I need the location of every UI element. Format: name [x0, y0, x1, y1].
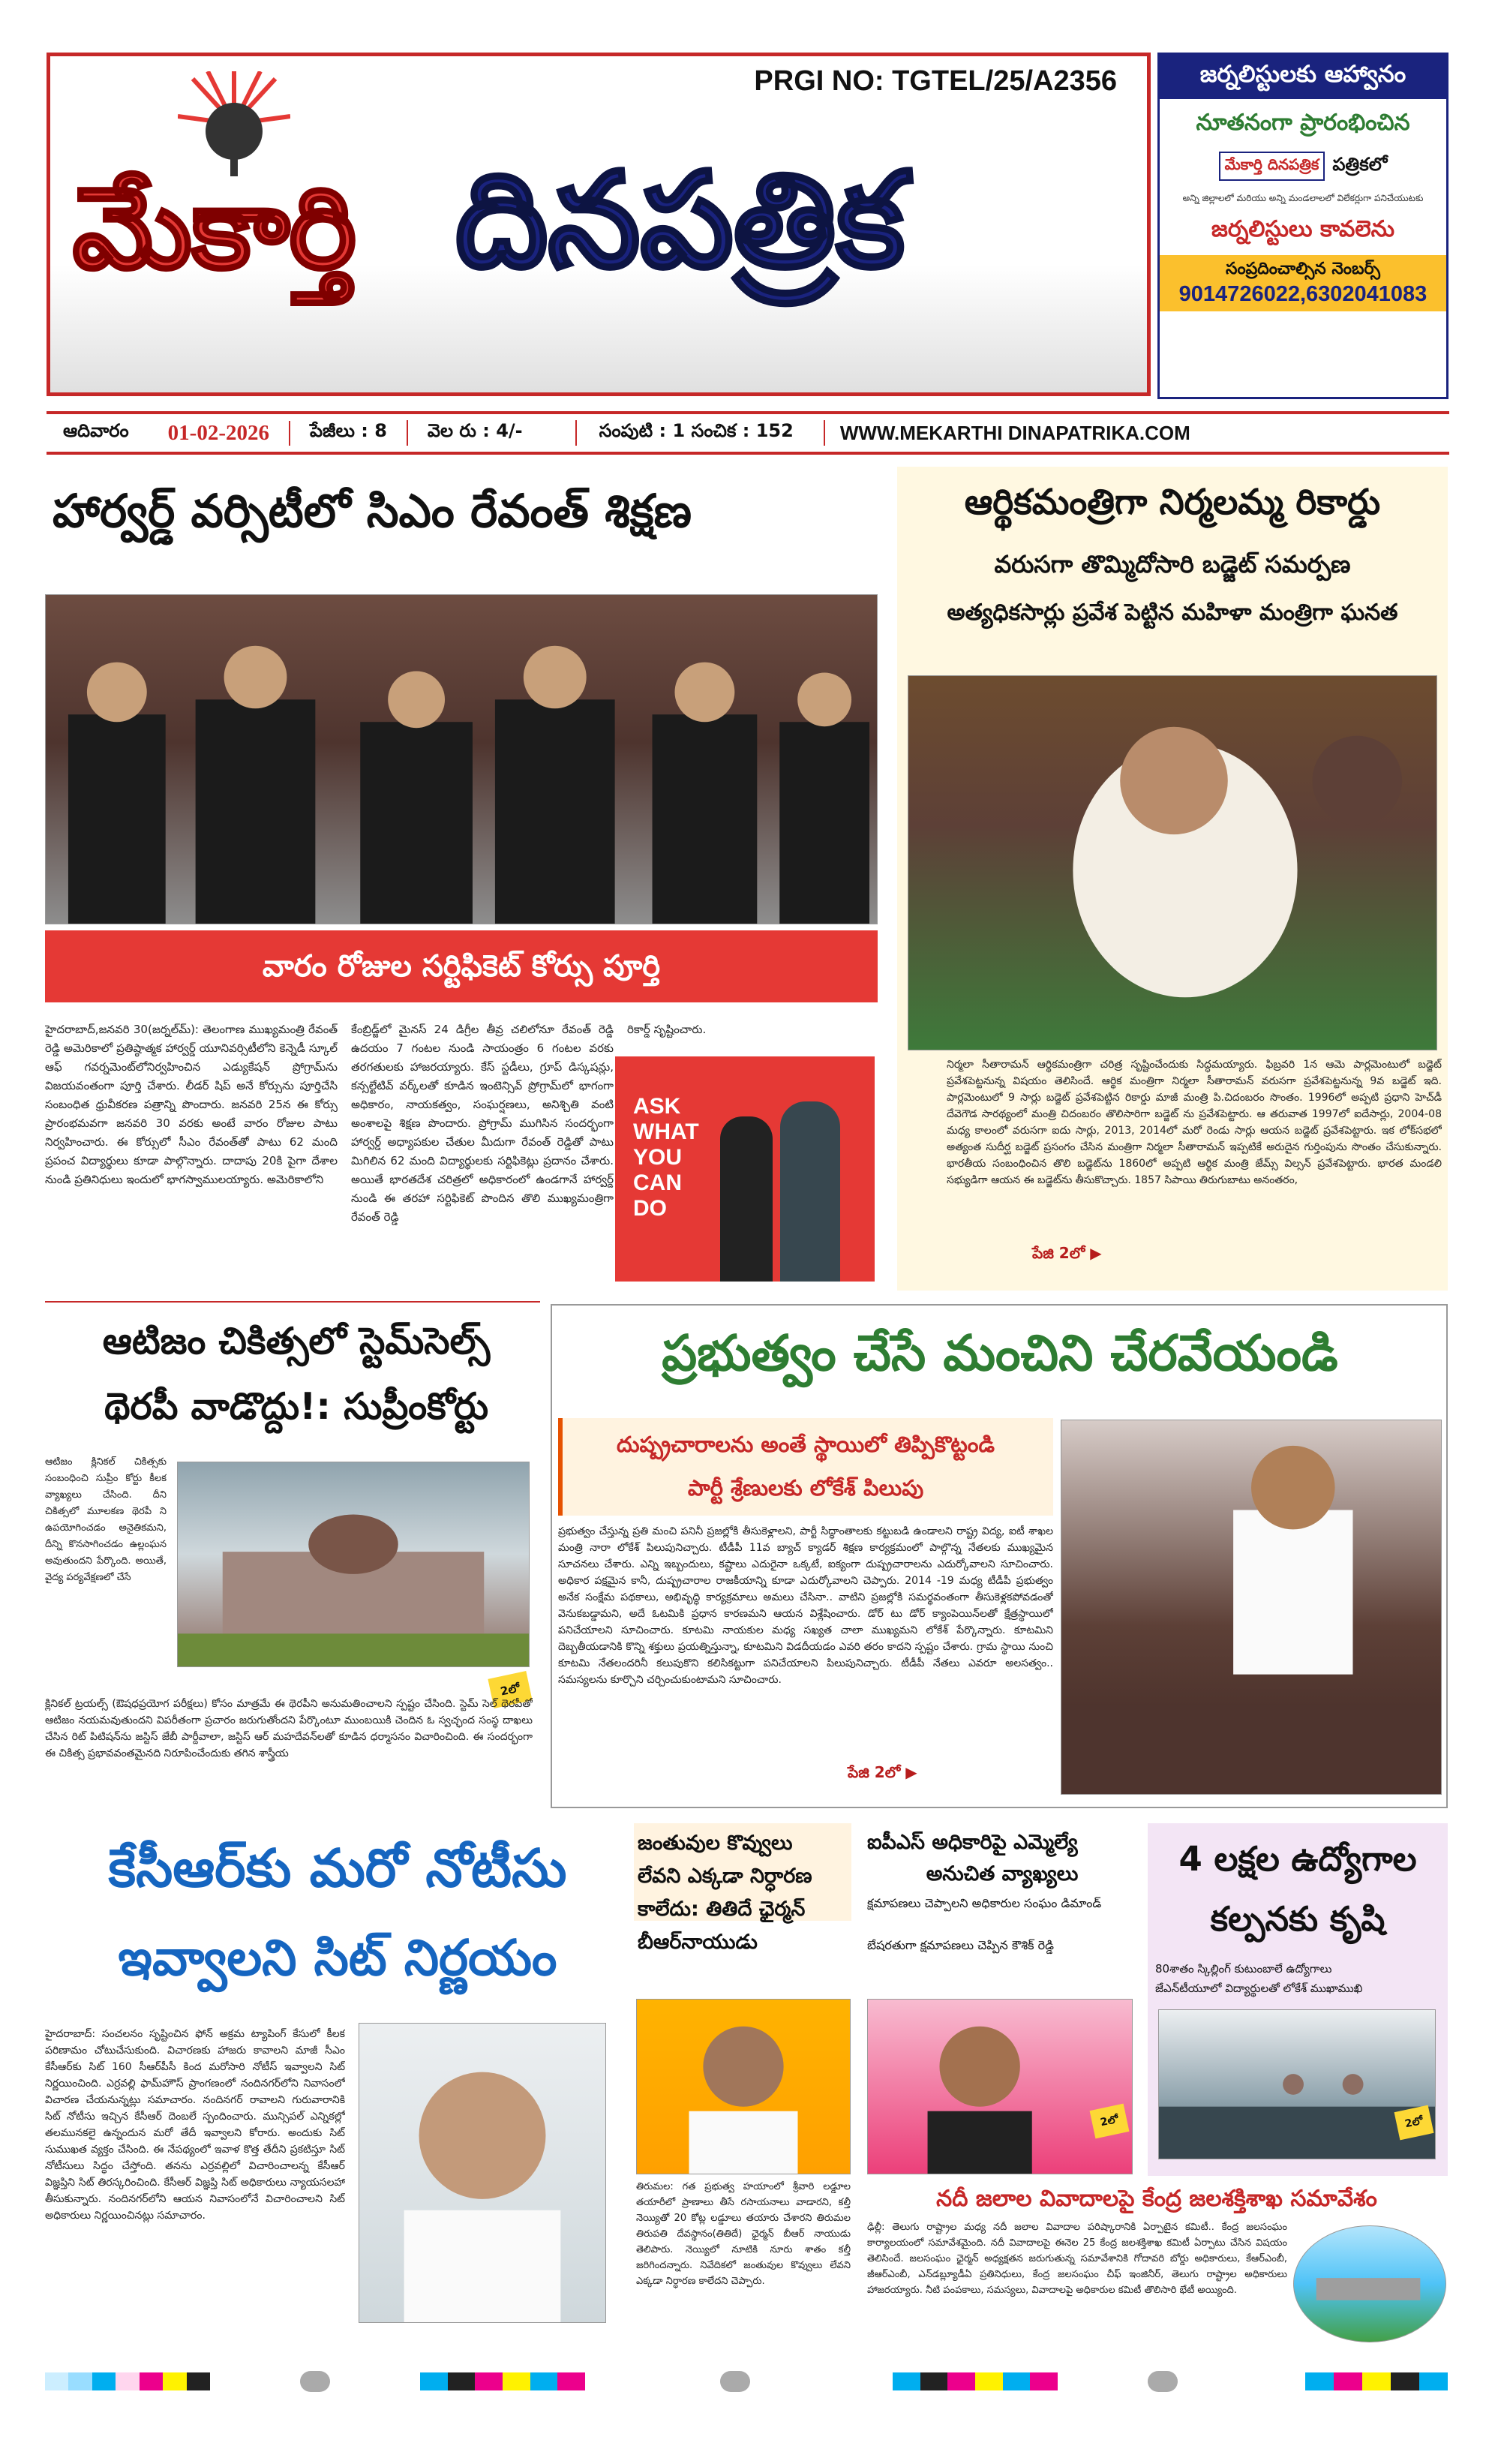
story3-supreme-court-photo — [177, 1462, 530, 1667]
story6-chairman-photo — [636, 1999, 851, 2174]
story5-body: హైదరాబాద్: సంచలనం సృష్టించిన ఫోన్ అక్రమ ట్యాపింగ్ కేసులో కీలక పరిణామం చోటుచేసుకుంది. విచారణకు హాజరు కావాలని మాజీ సీఎం కేసీఆర్‌కు సిట్ 160 సీఆర్‌పీసీ కింద మరోసారి నోటీస్ ఇవ్వాలని సిట్ నిర్ణయించింది. ఎర్రవల్లి ఫామ్‌హౌస్ ప్రాంగణంలో నందినగర్‌లోని నివాసంలో విచారణ చేయనున్నట్లు సమాచారం. నందినగర్ రావాలని గురువారానికి సిట్ నోటీసు ఇచ్చిన కేసీఆర్ దెంబలే స్పందించారు. మున్సిపల్ ఎన్నికల్లో తలమునకలై ఉన్నందున మరో తేదీ ఇవ్వాలని కోరారు. అందుకు సిట్ సుముఖత వ్యక్తం చేసింది. ఈ నేపథ్యంలో ఇవాళ కొత్త తేదీని ప్రకటిస్తూ సిట్ నోటీసులు సిద్ధం చేస్తోంది. తనను ఎర్రవల్లిలో విచారించాలన్న కేసీఆర్ విజ్ఞప్తిని సిట్ తిరస్కరించింది. కేసీఆర్ విజ్ఞప్తి సిట్ అధికారులు న్యాయసలహా తీసుకున్నారు. నందినగర్‌లోని ఆయన నివాసంలోనే విచారించాలని సిట్ అధికారులు నిర్ణయించినట్లు సమాచారం. — [45, 2028, 345, 2222]
recruitment-ad — [1157, 53, 1448, 399]
story2-subhead2: అత్యధికసార్లు ప్రవేశ పెట్టిన మహిళా మంత్రిగా ఘనత — [947, 599, 1398, 626]
story1-group-photo — [45, 594, 878, 924]
print-color-strip-right — [893, 2372, 1058, 2390]
story5-kcr-photo — [359, 2023, 606, 2323]
story3-headline1: ఆటిజం చికిత్సలో స్టెమ్‌సెల్స్ — [102, 1320, 491, 1363]
story4-lokesh-photo — [1061, 1420, 1442, 1795]
story9-headline: నదీ జలాల వివాదాలపై కేంద్ర జలశక్తిశాఖ సమావేశం — [936, 2186, 1377, 2212]
ad-line1: నూతనంగా ప్రారంభించిన — [1196, 110, 1410, 136]
print-gray-dot — [300, 2371, 330, 2392]
story2-parliament-photo — [908, 675, 1437, 1050]
dateline-price: వెల రు : 4/- — [408, 420, 577, 446]
print-color-strip-mid — [420, 2372, 585, 2390]
story5-headline2: ఇవ్వాలని సిట్ నిర్ణయం — [118, 1929, 557, 1987]
title-left: మేకార్తి — [73, 164, 356, 294]
story4-subhead2: పార్టీ శ్రేణులకు లోకేశ్ పిలుపు — [687, 1475, 924, 1501]
story1-col1: హైదరాబాద్,జనవరి 30(జర్నల్‌మ్): తెలంగాణ ముఖ్యమంత్రి రేవంత్ రెడ్డి అమెరికాలో ప్రతిష్ఠాత్మక హార్వర్డ్ యూనివర్సిటీలోని కెన్నెడీ స్కూల్ ఆఫ్ గవర్నమెంట్‌లోనిర్వహించిన ఎడ్యుకేషన్ ప్రోగ్రామ్‌ను విజయవంతంగా పూర్తి చేశారు. లీడర్ షిప్ అనే కోర్సును పూర్తిచేసి సంబంధిత ధ్రువీకరణ పత్రాన్ని పొందారు. జనవరి 25న ఈ కోర్సు ప్రారంభమవగా జనవరి 30 వరకు అంటే వారం రోజుల పాటు నిర్వహించారు. ఈ కోర్సులో సీఎం రేవంత్‌తో పాటు 62 మంది ప్రపంచ విద్యార్థులు కూడా పాల్గొన్నారు. దాదాపు 20కి పైగా దేశాల నుండి ప్రతినిధులు ఇందులో భాగస్వాములయ్యారు. అమెరికాలోని — [45, 1023, 338, 1186]
ad-line3: అన్ని జిల్లాలలో మరియు అన్ని మండలాలలో విలేకర్లుగా పనిచేయుటకు — [1182, 193, 1424, 203]
story8-headline2: కల్పనకు కృషి — [1210, 1899, 1385, 1939]
story4-subhead1: దుష్ప్రచారాలను అంతే స్థాయిలో తిప్పికొట్టండి — [617, 1432, 995, 1457]
ad-brand: మేకార్తి దినపత్రిక — [1219, 152, 1325, 181]
title-right: దినపత్రిక — [455, 145, 905, 297]
inset-figure — [780, 1101, 840, 1282]
story5-headline1: కేసీఆర్‌కు మరో నోటీసు — [108, 1837, 567, 1899]
dateline-volume: సంపుటి : 1 సంచిక : 152 — [577, 420, 825, 446]
dateline-day: ఆదివారం — [63, 420, 129, 441]
story8-subhead2: జేఎన్‌టీయూలో విద్యార్థులతో లోకేశ్ ముఖాముఖి — [1155, 1982, 1363, 1995]
story7-subhead1: క్షమాపణలు చెప్పాలని అధికారుల సంఘం డిమాండ్ — [867, 1896, 1102, 1910]
print-gray-dot — [720, 2371, 750, 2392]
print-color-strip-left — [45, 2372, 210, 2390]
ad-phone-numbers: 9014726022,6302041083 — [1178, 282, 1427, 306]
story8-headline1: 4 లక్షల ఉద్యోగాల — [1178, 1839, 1417, 1879]
dateline-pages: పేజీలు : 8 — [290, 420, 408, 446]
inset-figure — [720, 1116, 773, 1282]
story1-banner: వారం రోజుల సర్టిఫికెట్ కోర్సు పూర్తి — [45, 930, 878, 1002]
story9-dam-photo — [1293, 2225, 1446, 2342]
story8-event-photo — [1158, 2009, 1436, 2159]
print-gray-dot — [1148, 2371, 1178, 2392]
story3-badge[interactable]: 2లో — [488, 1671, 532, 1708]
story7-headline2: అనుచిత వ్యాఖ్యలు — [926, 1862, 1079, 1886]
ad-title: జర్నలిస్టులకు ఆహ్వానం — [1160, 55, 1446, 99]
story2-headline: ఆర్థికమంత్రిగా నిర్మలమ్మ రికార్డు — [964, 482, 1381, 523]
masthead — [47, 53, 1151, 396]
story4-continued[interactable]: పేజి 2లో ▶ — [848, 1763, 917, 1781]
story1-col3: రికార్డ్ సృష్టించారు. — [627, 1023, 707, 1036]
story3-body-side: ఆటిజం క్లినికల్ చికిత్సకు సంబంధించి సుప్రీం కోర్టు కీలక వ్యాఖ్యలు చేసింది. దీని చికిత్సలో మూలకణ థెరపీ ని ఉపయోగించడం అనైతికమని, దీన్ని కొనసాగించడం ఉల్లంఘన అవుతుందని పేర్కొంది. అయితే, వైద్య పర్యవేక్షణలో చేసే — [45, 1456, 167, 1583]
story8-badge[interactable]: 2లో — [1394, 2105, 1434, 2141]
story4-body: ప్రభుత్వం చేస్తున్న ప్రతి మంచి పనినీ ప్రజల్లోకి తీసుకెళ్లాలని, పార్టీ సిద్ధాంతాలకు కట్టుబడి ఉండాలని రాష్ట్ర విద్య, ఐటీ శాఖల మంత్రి నారా లోకేశ్ పిలుపునిచ్చారు. టీడీపీ 11వ బ్యాచ్ క్యాడర్ శిక్షణ కార్యక్రమంలో పాల్గొన్న నేతలకు ముఖ్యమైన సూచనలు చేశారు. ఎన్ని ఇబ్బందులు, కష్టాలు ఎదురైనా ఒక్కటే, ఐక్యంగా దుష్ప్రచారాలను ఎదుర్కోవాలని సూచించారు. అధికార పక్షమైన కానీ, దుష్ప్రచారాల రాజకీయాన్ని కూడా ఎదుర్కోవాలని చెప్పారు. 2014 -19 మధ్య టీడీపీ ప్రభుత్వం అనేక సంక్షేమ పథకాలు, అభివృద్ధి కార్యక్రమాలు అమలు చేసినా.. వాటిని ప్రజల్లోకి సమర్థవంతంగా తీసుకెళ్లకపోవడంతో వెనుకబడ్డామని, అదే ఓటమికి ప్రధాన కారణమని ఆయన విశ్లేషించారు. డోర్ టు డోర్ క్యాంపెయిన్‌లతో క్షేత్రస్థాయిలో పనిచేయాలని సూచించారు. కూటమి నాయకుల మధ్య సఖ్యత చాలా ముఖ్యమని లోకేశ్ పేర్కొన్నారు. కూటమిని దెబ్బతీయడానికి కొన్ని శక్తులు ప్రయత్నిస్తున్నా, కూటమిని విడదీయడం ఎవరి తరం కాదని స్పష్టం చేశారు. గ్రామ స్థాయి నుంచి కూటమి నేతలందరినీ కలుపుకొని కలిసికట్టుగా పనిచేయాలని పిలుపునిచ్చారు. టీడీపీ నేతలు ఎవరూ అలసత్వం.. సమస్యలను కూర్చొని చర్చించుకుంటామని సూచించారు. — [558, 1525, 1053, 1686]
story4-headline: ప్రభుత్వం చేసే మంచిని చేరవేయండి — [662, 1324, 1338, 1382]
story7-badge[interactable]: 2లో — [1090, 2104, 1130, 2139]
ad-line2-suffix: పత్రికలో — [1332, 153, 1388, 175]
story8-subhead1: 80శాతం స్కిల్లింగ్ కుటుంబాలే ఉద్యోగాలు — [1155, 1962, 1332, 1976]
dateline-website[interactable]: WWW.MEKARTHI DINAPATRIKA.COM — [839, 421, 1190, 444]
story3-body-bottom: క్లినికల్ ట్రయల్స్ (ఔషధప్రయోగ పరీక్షలు) కోసం మాత్రమే ఈ థెరపీని అనుమతించాలని స్పష్టం చేసింది. స్టెమ్ సెల్ థెరపీతో ఆటిజం నయమవుతుందని విపరీతంగా ప్రచారం జరుగుతోందని పేర్కొంటూ ముంబయికి చెందిన ఓ స్వచ్ఛంద సంస్థ దాఖలు చేసిన రిట్ పిటిషన్‌ను జస్టిస్ జేబీ పార్దీవాలా, జస్టిస్ ఆర్ మహదేవన్‌లతో కూడిన ధర్మాసనం విచారించింది. ఈ సందర్భంగా ఈ చికిత్స ప్రభావవంతమైనది నిరూపించేందుకు తగిన శాస్త్రీయ — [45, 1698, 533, 1759]
ad-brand-row — [1160, 146, 1446, 187]
story3-headline2: థెరపీ వాడొద్దు!: సుప్రీంకోర్టు — [104, 1385, 489, 1428]
story6-body: తిరుమల: గత ప్రభుత్వ హయాంలో శ్రీవారి లడ్డూల తయారీలో ప్రాణాలు తీసే రసాయనాలు వాడారని, కల్తీ నెయ్యితో 20 కోట్ల లడ్డూలు తయారు చేశారని తిరుమల తిరుపతి దేవస్థానం(తితిదే) ఛైర్మన్ బీఆర్ నాయుడు తెలిపారు. నెయ్యిలో నూటికి నూరు శాతం కల్తీ జరిగిందన్నారు. నివేదికలో జంతువుల కొవ్వులు లేవని ఎక్కడా నిర్ధారణ కాలేదని చెప్పారు. — [636, 2181, 851, 2287]
story1-headline: హార్వర్డ్ వర్సిటీలో సిఎం రేవంత్ శిక్షణ — [53, 485, 692, 538]
prgi-number: PRGI NO: TGTEL/25/A2356 — [754, 65, 1117, 97]
story7-mla-photo — [867, 1999, 1133, 2174]
dateline-bar — [47, 411, 1449, 455]
story6-headline1: జంతువుల కొవ్వులు — [638, 1831, 793, 1855]
story2-continued[interactable]: పేజి 2లో ▶ — [1032, 1244, 1102, 1262]
dateline-date: 01-02-2026 — [149, 421, 290, 446]
story6-headline4: బీఆర్‌నాయుడు — [638, 1931, 758, 1954]
story2-body: నిర్మలా సీతారామన్ ఆర్థికమంత్రిగా చరిత్ర సృష్టించేందుకు సిద్ధమయ్యారు. ఫిబ్రవరి 1న ఆమె పార్లమెంటులో బడ్జెట్ ప్రవేశపెట్టనున్న విషయం తెలిసిందే. ఆర్థిక మంత్రిగా నిర్మలా సీతారామన్ వరుసగా ప్రవేశపెట్టనున్న 9వ బడ్జెట్ ఇది. పార్లమెంటులో 9 సార్లు బడ్జెట్ ప్రవేశపెట్టిన రికార్డు మాజీ మంత్రి పి.చిదంబరం సొంతం. 1996లో అప్పటి ప్రధాని హెచ్‌డీ దేవెగౌడ సారథ్యంలో మంత్రి చిదంబరం తొలిసారిగా బడ్జెట్ ను ప్రవేశపెట్టారు. ఆ తరువాత 1997లో ఐదేసార్లు, 2004-08 మధ్య కాలంలో వరుసగా ఐదు సార్లు, 2013, 2014లో మరో రెండు సార్లు ఆయన బడ్జెట్ ప్రవేశపెట్టారు. ఇక లోక్‌సభలో అత్యంత సుదీర్ఘ బడ్జెట్ ప్రసంగం చేసిన మంత్రిగా నిర్మలా సీతారామన్ ఇప్పటికే అరుదైన గుర్తింపును సొంతం చేసుకున్నారు. భారతీయ సంబంధించిన తొలి బడ్జెట్‌ను 1860లో అప్పటి ఆర్థిక మంత్రి జేమ్స్ విల్సన్ ప్రవేశపెట్టారు. భారత మండలి సభ్యుడిగా ఆయన ఈ బడ్జెట్‌ను తీసుకొచ్చారు. 1857 సిపాయి తిరుగుబాటు అనంతరం, — [947, 1059, 1442, 1186]
story7-subhead2: బేషరతుగా క్షమాపణలు చెప్పిన కౌశిక్ రెడ్డి — [867, 1938, 1054, 1952]
story6-headline3: కాలేదు: తితిదే ఛైర్మన్ — [638, 1898, 806, 1921]
story7-headline1: ఐపీఎస్ అధికారిపై ఎమ్మెల్యే — [867, 1831, 1078, 1854]
print-color-strip-far — [1305, 2372, 1448, 2390]
story1-inset-photo — [615, 1056, 875, 1282]
ad-line4: జర్నలిస్టులు కావలెను — [1211, 216, 1395, 242]
inset-sign-text: ASK WHAT YOU CAN DO — [633, 1094, 699, 1221]
story2-subhead1: వరుసగా తొమ్మిదోసారి బడ్జెట్ సమర్పణ — [994, 550, 1351, 578]
story9-body: ఢిల్లీ: తెలుగు రాష్ట్రాల మధ్య నదీ జలాల వివాదాల పరిష్కారానికి ఏర్పాటైన కమిటీ.. కేంద్ర జలసంఘం కార్యాలయంలో సమావేశమైంది. నదీ వివాదాలపై ఈనెల 25 కేంద్ర జలశక్తిశాఖ కమిటీ ఏర్పాటు చేసిన విషయం తెలిసిందే. జలసంఘం ఛైర్మన్ అధ్యక్షతన జరుగుతున్న సమావేశానికి గోదావరి బోర్డు అధికారులు, కేఆర్ఎంబీ, జీఆర్ఎంబీ, ఎన్‌డబ్ల్యూడీఏ ప్రతినిధులు, కేంద్ర జలసంఘం చీఫ్ ఇంజినీర్, తెలుగు రాష్ట్రాల అధికారులు హాజరయ్యారు. నీటి పంపకాలు, సమస్యలు, వివాదాలపై అధికారుల కమిటీ తొలిసారి భేటీ అయ్యింది. — [867, 2222, 1287, 2296]
divider — [45, 1301, 540, 1303]
ad-contact-label: సంప్రదించాల్సిన నెంబర్స్ — [1226, 260, 1380, 278]
story1-col2: కేంబ్రిడ్జ్‌లో మైనస్ 24 డిగ్రీల తీవ్ర చలిలోనూ రేవంత్ రెడ్డి ఉదయం 7 గంటల నుండి సాయంత్రం 6 గంటల వరకు తరగతులకు హాజరయ్యారు. కేస్ స్టడీలు, గ్రూప్ డిస్కషన్లు, కన్సల్టేటివ్ వర్క్‌లతో కూడిన ఇంటెన్సివ్ ప్రోగ్రామ్‌లో భాగంగా అధికారం, నాయకత్వం, సంఘర్షణలు, అనిశ్చితి వంటి అంశాలపై శిక్షణ పొందారు. ప్రోగ్రామ్ ముగిసిన సందర్భంగా హార్వర్డ్ అధ్యాపకుల చేతుల మీదుగా రేవంత్ రెడ్డితో పాటు మిగిలిన 62 మంది విద్యార్థులకు సర్టిఫికెట్లు ప్రదానం చేశారు. అయితే భారతదేశ చరిత్రలో అధికారంలో ఉండగానే హార్వర్డ్ నుండి ఈ తరహా సర్టిఫికెట్ పొందిన తొలి ముఖ్యమంత్రిగా రేవంత్ రెడ్డి — [351, 1023, 614, 1224]
story6-headline2: లేవని ఎక్కడా నిర్ధారణ — [638, 1865, 812, 1888]
ad-contact-box — [1160, 255, 1446, 311]
